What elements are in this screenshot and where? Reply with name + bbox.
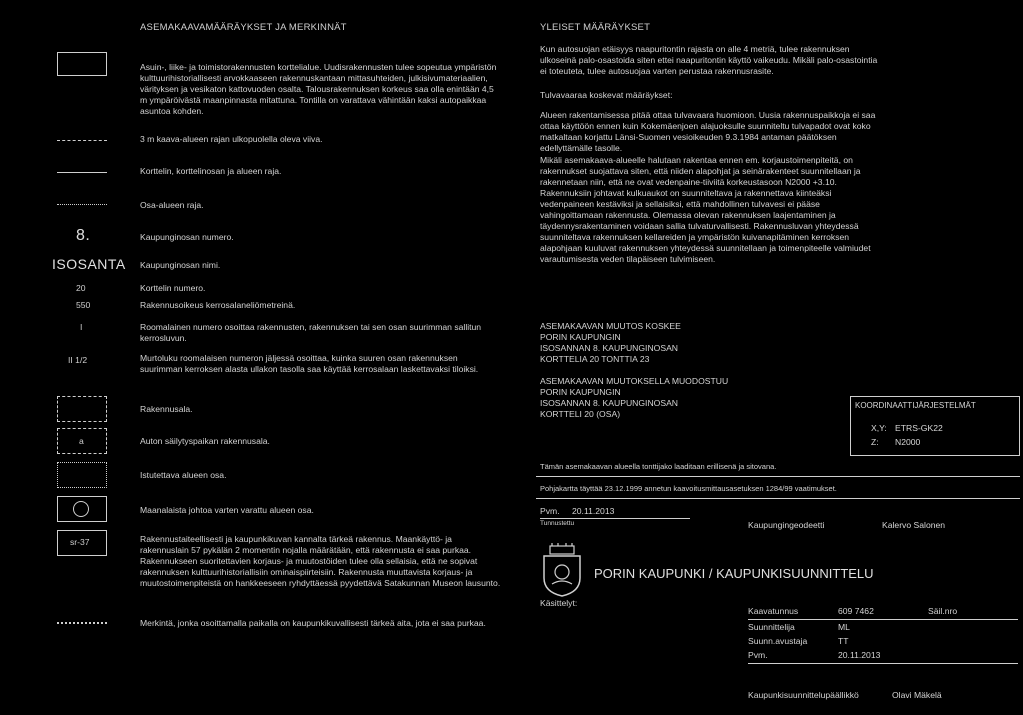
legend-text: Rakennusala.: [140, 404, 193, 414]
divider: [536, 476, 1020, 477]
plan-change-1-title: ASEMAKAAVAN MUUTOS KOSKEE: [540, 321, 681, 331]
legend-symbol-district-number: 8.: [76, 227, 91, 244]
legend-symbol-dotted-line: [57, 204, 107, 205]
legend-text: Auton säilytyspaikan rakennusala.: [140, 436, 270, 446]
legend-text: 3 m kaava-alueen rajan ulkopuolella oleva viiva.: [140, 134, 323, 144]
date-label: Pvm.: [748, 650, 768, 660]
approval-note: Pohjakartta täyttää 23.12.1999 annetun kaavoitusmittausasetuksen 1284/99 vaatimukset.: [540, 484, 837, 493]
signer-role: Kaupungingeodeetti: [748, 520, 825, 530]
legend-text: Kaupunginosan nimi.: [140, 260, 221, 270]
legend-symbol-block-number: 20: [76, 283, 86, 293]
plan-change-2-title: ASEMAKAAVAN MUUTOKSELLA MUODOSTUU: [540, 376, 729, 386]
plan-change-1-line2: ISOSANNAN 8. KAUPUNGINOSAN: [540, 343, 679, 353]
legend-text: Roomalainen numero osoittaa rakennusten, rakennuksen tai sen osan suurimman sallitun kerrosluvun.: [140, 322, 482, 343]
legend-text: Korttelin numero.: [140, 283, 206, 293]
legend-symbol-area-box: [57, 52, 107, 76]
legend-text: Osa-alueen raja.: [140, 200, 204, 210]
plan-id-value: 609 7462: [838, 606, 874, 616]
coordinate-box: [850, 396, 1020, 456]
legend-text: Kaupunginosan numero.: [140, 232, 234, 242]
legend-text: Korttelin, korttelinosan ja alueen raja.: [140, 166, 282, 176]
plan-change-1-line3: KORTTELIA 20 TONTTIA 23: [540, 354, 650, 364]
row-line: [748, 619, 1018, 620]
assistant-value: TT: [838, 636, 849, 646]
plan-change-2-line2: ISOSANNAN 8. KAUPUNGINOSAN: [540, 398, 679, 408]
circle-icon: [73, 501, 89, 517]
legend-symbol-planted-area: [57, 462, 107, 488]
flood-rule-1: Alueen rakentamisessa pitää ottaa tulvavaara huomioon. Uusia rakennuspaikkoja ei saa ottaa käyttöön ennen kuin Kokemäenjoen alajuoksulle suunniteltu tulvapadot ovat koko matkaltaan korjattu Länsi-Suomen vesioikeuden 9.3.1984 antaman päätöksen edellyttämälle tasolle.: [540, 110, 876, 153]
legend-symbol-district-name: ISOSANTA: [52, 256, 126, 272]
plan-change-1-line1: PORIN KAUPUNGIN: [540, 332, 621, 342]
archive-number-label: Säil.nro: [928, 606, 958, 616]
legend-symbol-fence-line: [57, 622, 107, 624]
signature-caption: Tunnustettu: [540, 520, 575, 527]
basemap-note: Tämän asemakaavan alueella tonttijako laaditaan erillisenä ja sitovana.: [540, 462, 777, 471]
row-line: [748, 663, 1018, 664]
legend-symbol-floor-area: 550: [76, 300, 91, 310]
divider: [536, 498, 1020, 499]
legend-symbol-building-area: [57, 396, 107, 422]
signer-name: Kalervo Salonen: [882, 520, 946, 530]
processing-label: Käsittelyt:: [540, 598, 578, 608]
office-title: PORIN KAUPUNKI / KAUPUNKISUUNNITTELU: [594, 566, 874, 581]
coordinate-z-label: Z:: [871, 437, 879, 447]
general-rule-1: Kun autosuojan etäisyys naapuritontin rajasta on alle 4 metriä, tulee rakennuksen ulkoseinä palo-osastoida siten ettei naapuritontin käyttö vaikeudu. Mikäli palo-osastointia ei toteuteta, tulee autosuojaa varten perustaa rakennusrasite.: [540, 44, 878, 76]
plan-change-1: [540, 321, 800, 365]
designer-value: ML: [838, 622, 850, 632]
legend-text: Istutettava alueen osa.: [140, 470, 227, 480]
legend-symbol-car-area-label: a: [79, 436, 84, 446]
right-header: YLEISET MÄÄRÄYKSET: [540, 22, 651, 33]
plan-change-2-line1: PORIN KAUPUNGIN: [540, 387, 621, 397]
designer-label: Suunnittelija: [748, 622, 795, 632]
pvm-value: 20.11.2013: [572, 506, 615, 516]
date-value: 20.11.2013: [838, 650, 881, 660]
coordinate-xy-value: ETRS-GK22: [895, 423, 943, 433]
flood-rule-2: Mikäli asemakaava-alueelle halutaan rakentaa ennen em. korjaustoimenpiteitä, on rakennukset suojattava siten, että niiden alapohjat ja seinärakenteet suunnitellaan ja rakennetaan niin, että ne ovat vedenpaine-tiiviitä korkeustasoon N2000 +3.10. Rakennuksiin johtavat kulkuaukot on suunniteltava ja rakennettava kiinteäksi vedenpaineen kestäviksi ja sellaisiksi, että mahdollinen tulvavesi ei pääse vahingoittamaan rakennusta. Olemassa olevan rakennuksen laajentaminen ja täydennysrakentaminen voidaan sallia tulvaturvallisesti. Rakennusluvan yhteydessä suunniteltava rakennuksen kellareiden ja ympäristön kuivanapitäminen kerroksen alapohjaan kuuluvat rakennuksen yhteydessä suunnitellaan ja toimenpiteelle valmiudet varautumisesta veden tilapäiseen tulvimiseen.: [540, 155, 871, 264]
left-header: ASEMAKAAVAMÄÄRÄYKSET JA MERKINNÄT: [140, 22, 347, 33]
legend-text: Murtoluku roomalaisen numeron jäljessä osoittaa, kuinka suuren osan rakennuksen suurimman kerroksen alasta ullakon tasolla saa käyttää kerrosalaan laskettavaksi tiloiksi.: [140, 353, 479, 374]
legend-symbol-attic-fraction: II 1/2: [68, 355, 88, 365]
pvm-label: Pvm.: [540, 506, 560, 516]
signature-line: [540, 518, 690, 519]
legend-text: Maanalaista johtoa varten varattu alueen osa.: [140, 505, 314, 515]
coordinate-xy-label: X,Y:: [871, 423, 887, 433]
plan-id-label: Kaavatunnus: [748, 606, 799, 616]
legend-symbol-solid-line: [57, 172, 107, 173]
coordinate-title: KOORDINAATTIJÄRJESTELMÄT: [855, 401, 976, 410]
assistant-label: Suunn.avustaja: [748, 636, 808, 646]
legend-symbol-dashed-line: [57, 140, 107, 141]
legend-symbol-floor-count: I: [80, 322, 83, 332]
coordinate-z-value: N2000: [895, 437, 921, 447]
chief-role: Kaupunkisuunnittelupäällikkö: [748, 690, 859, 700]
chief-name: Olavi Mäkelä: [892, 690, 942, 700]
flood-heading: Tulvavaaraa koskevat määräykset:: [540, 90, 673, 100]
pori-coat-of-arms-icon: [540, 542, 584, 598]
legend-text: Rakennusoikeus kerrosalaneliömetreinä.: [140, 300, 296, 310]
legend-text: Merkintä, jonka osoittamalla paikalla on kaupunkikuvallisesti tärkeä aita, jota ei saa purkaa.: [140, 618, 486, 628]
legend-text: Asuin-, liike- ja toimistorakennusten korttelialue. Uudisrakennusten tulee sopeutua ympäristön kulttuurihistoriallisesti arvokkaaseen rakennuskantaan mittasuhteiden, julkisivumateriaalien, värityksen ja vesikaton kattovuoden osalta. Talousrakennuksen korkeus saa olla enintään 4,5 m ympäröivästä maanpinnasta mitattuna. Tontilla on varattava vähintään kaksi autopaikkaa asuntoa kohden.: [140, 62, 497, 116]
plan-change-2-line3: KORTTELI 20 (OSA): [540, 409, 621, 419]
plan-change-2: [540, 376, 800, 420]
legend-text: Rakennustaiteellisesti ja kaupunkikuvan kannalta tärkeä rakennus. Maankäyttö- ja rakennuslain 57 pykälän 2 momentin nojalla määrätään, että rakennusta ei saa purkaa. Rakennukseen suoritettavien korjaus- ja muutostöiden tulee olla sellaisia, että ne sopivat rakennuksen kulttuurihistoriallisiin ominaispiirteisiin. Rakennusta muuttavista korjaus- ja muutostoimenpiteistä on hankkeeseen ryhdyttäessä pyydettävä Satakunnan Museon lausunto.: [140, 534, 501, 588]
legend-symbol-protected-label: sr-37: [70, 537, 90, 547]
